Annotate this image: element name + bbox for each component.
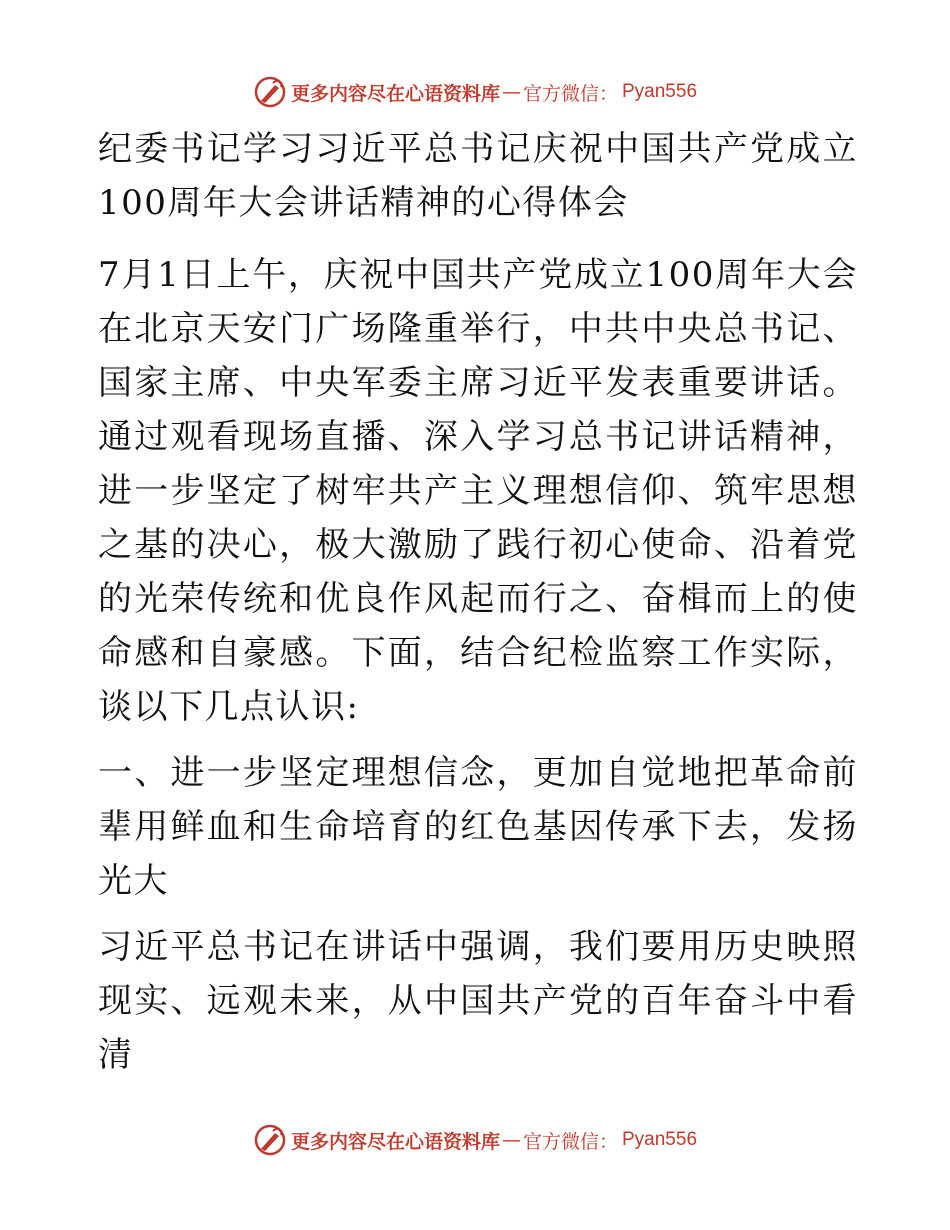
banner-wechat-label: 官方微信： <box>522 1130 618 1153</box>
banner-wechat-id: Pyan556 <box>622 81 698 102</box>
header-watermark <box>0 72 950 112</box>
pen-logo-icon <box>253 75 287 109</box>
banner-wechat-id: Pyan556 <box>622 1129 698 1150</box>
banner-brand: 更多内容尽在心语资料库 <box>290 1130 500 1153</box>
banner-dash: — <box>501 1129 521 1151</box>
paragraph: 7月1日上午，庆祝中国共产党成立100周年大会在北京天安门广场隆重举行，中共中央总书记、国家主席、中央军委主席习近平发表重要讲话。通过观看现场直播、深入学习总书记讲话精神，进一步坚定了树牢共产主义理想信仰、筑牢思想之基的决心，极大激励了践行初心使命、沿着党的光荣传统和优良作风起而行之、奋楫而上的使命感和自豪感。下面，结合纪检监察工作实际，谈以下几点认识: <box>98 255 858 727</box>
banner-brand: 更多内容尽在心语资料库 <box>290 82 500 105</box>
document-title: 纪委书记学习习近平总书记庆祝中国共产党成立100周年大会讲话精神的心得体会 <box>98 129 858 223</box>
pen-logo-icon <box>253 1123 287 1157</box>
banner-wechat-label: 官方微信： <box>522 82 618 105</box>
section-heading: 一、进一步坚定理想信念，更加自觉地把革命前辈用鲜血和生命培育的红色基因传承下去，发扬光大 <box>98 753 858 901</box>
banner-dash: — <box>501 81 521 103</box>
footer-watermark <box>0 1120 950 1160</box>
paragraph: 习近平总书记在讲话中强调，我们要用历史映照现实、远观未来，从中国共产党的百年奋斗中看清 <box>98 927 858 1075</box>
document-body <box>98 122 858 1094</box>
